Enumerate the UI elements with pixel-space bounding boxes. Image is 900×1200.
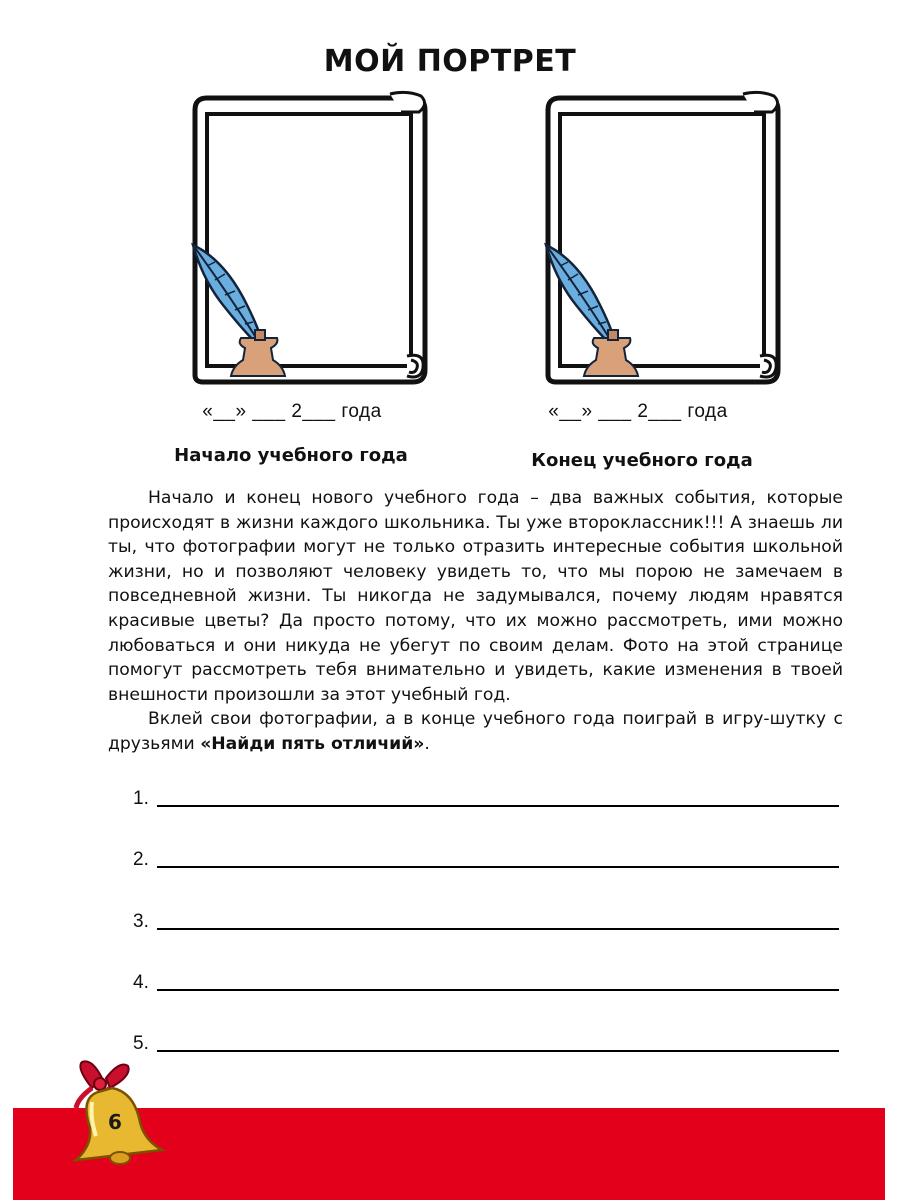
paragraph-intro: Начало и конец нового учебного года – два важных события, которые происходят в жизни каждого школьника. Ты уже второклассник!!! А знаешь ли ты, что фотографии могут не только отразить интересные события школьной жизни, но и позволяют человеку увидеть то, что мы порою не замечаем в повседневной жизни. Ты никогда не задумывался, почему людям нравятся красивые цветы? Да просто потому, что их можно рассмотреть, ими можно любоваться и они никуда не убегут по своим делам. Фото на этой странице помогут рассмотреть тебя внимательно и увидеть, какие изменения в твоей внешности произошли за этот учебный год. <box>108 488 843 705</box>
answer-line-3[interactable] <box>133 903 839 933</box>
writing-rule <box>157 928 839 930</box>
writing-rule <box>157 1050 839 1052</box>
answer-line-1[interactable] <box>133 780 839 810</box>
page-number: 6 <box>108 1110 122 1134</box>
answer-number: 1. <box>133 788 149 809</box>
writing-rule <box>157 989 839 991</box>
instruction-text <box>108 486 843 757</box>
task-end: . <box>424 733 430 754</box>
caption-start-of-year: Начало учебного года <box>174 445 408 466</box>
caption-end-of-year: Конец учебного года <box>531 450 753 471</box>
quill-inkwell-icon <box>185 90 433 390</box>
task-text: Вклей свои фотографии, а в конце учебного года поиграй в игру-шутку с друзьями <box>108 709 843 754</box>
answer-number: 3. <box>133 911 149 932</box>
quill-inkwell-icon <box>538 90 786 390</box>
answer-number: 2. <box>133 849 149 870</box>
page-title: МОЙ ПОРТРЕТ <box>323 44 577 79</box>
game-name: «Найди пять отличий» <box>200 733 425 754</box>
answer-line-2[interactable] <box>133 841 839 871</box>
answer-line-5[interactable] <box>133 1025 839 1055</box>
answer-line-4[interactable] <box>133 964 839 994</box>
date-line-end: «__» ___ 2___ года <box>548 401 728 422</box>
photo-frame-start <box>185 90 433 390</box>
paragraph-task <box>108 707 843 756</box>
photo-frame-end <box>538 90 786 390</box>
writing-rule <box>157 805 839 807</box>
answer-number: 5. <box>133 1033 149 1054</box>
writing-rule <box>157 866 839 868</box>
date-line-start: «__» ___ 2___ года <box>202 401 382 422</box>
answer-number: 4. <box>133 972 149 993</box>
